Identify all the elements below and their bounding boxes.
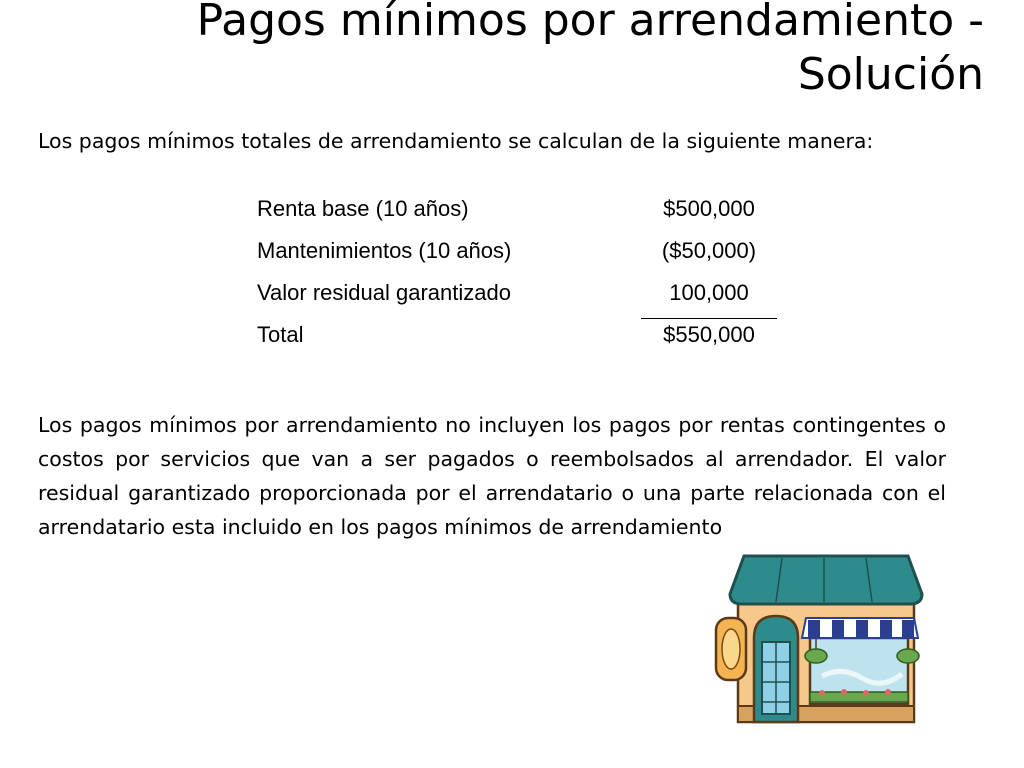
row-label: Mantenimientos (10 años) xyxy=(257,238,512,263)
slide-title: Pagos mínimos por arrendamiento - Solución xyxy=(196,0,984,100)
total-amount: $550,000 xyxy=(663,322,755,347)
row-label: Valor residual garantizado xyxy=(257,280,511,305)
table-row-total xyxy=(257,322,797,364)
table-row xyxy=(257,280,797,322)
table-row xyxy=(257,238,797,280)
total-label: Total xyxy=(257,322,304,347)
row-amount: ($50,000) xyxy=(661,238,757,263)
row-amount: $500,000 xyxy=(663,196,755,221)
storefront-icon xyxy=(712,546,926,724)
payments-table xyxy=(257,196,797,364)
body-paragraph: Los pagos mínimos por arrendamiento no incluyen los pagos por rentas contingentes o costos por servicios que van a ser pagados o reembolsados al arrendador. El valor residual garantizado proporcionada por el arrendatario o una parte relacionada con el arrendatario esta incluido en los pagos mínimos de arrendamiento xyxy=(38,413,946,539)
row-label: Renta base (10 años) xyxy=(257,196,469,221)
sum-underline xyxy=(641,318,777,319)
intro-paragraph: Los pagos mínimos totales de arrendamiento se calculan de la siguiente manera: xyxy=(38,129,874,153)
table-row xyxy=(257,196,797,238)
row-amount: 100,000 xyxy=(669,280,749,305)
